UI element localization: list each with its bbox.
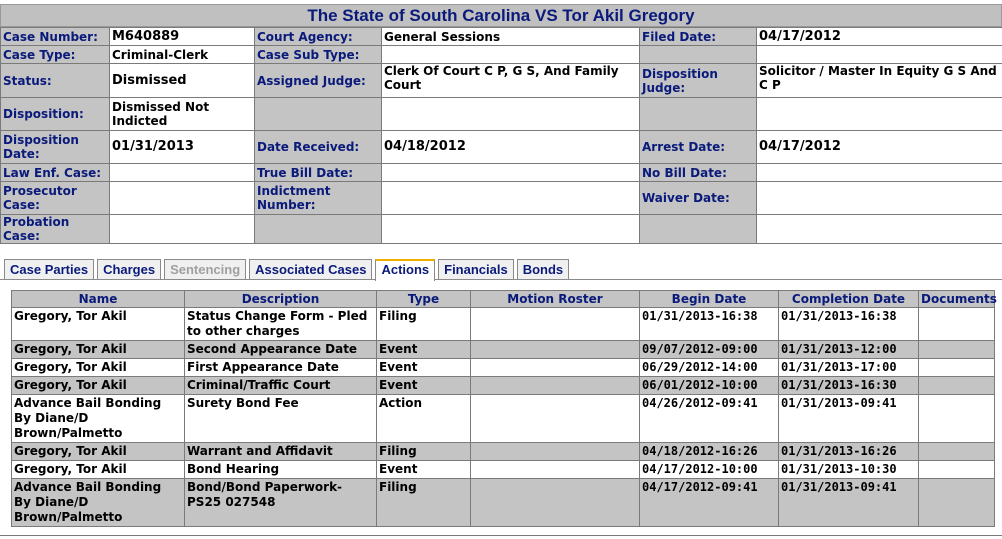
action-description: First Appearance Date [185,359,377,377]
action-documents [919,308,995,341]
column-header-motion-roster: Motion Roster [471,291,640,308]
case-number-value: M640889 [110,28,255,46]
column-header-begin-date: Begin Date [640,291,779,308]
case-sub-type-label: Case Sub Type: [255,46,382,64]
probation-case-value [110,215,255,244]
case-type-value: Criminal-Clerk [110,46,255,64]
waiver-date-label: Waiver Date: [640,182,757,215]
column-header-completion-date: Completion Date [779,291,919,308]
action-name: Gregory, Tor Akil [12,443,185,461]
action-begin-date: 04/26/2012-09:41 [640,395,779,443]
disposition-value: Dismissed Not Indicted [110,98,255,131]
action-description: Bond/Bond Paperwork-PS25 027548 [185,479,377,527]
court-agency-value: General Sessions [382,28,640,46]
action-motion-roster [471,479,640,527]
action-begin-date: 04/17/2012-09:41 [640,479,779,527]
action-name: Gregory, Tor Akil [12,341,185,359]
action-begin-date: 04/18/2012-16:26 [640,443,779,461]
action-completion-date: 01/31/2013-09:41 [779,395,919,443]
action-description: Second Appearance Date [185,341,377,359]
no-bill-date-value [757,164,1002,182]
column-header-description: Description [185,291,377,308]
table-row [12,359,995,377]
court-agency-label: Court Agency: [255,28,382,46]
action-begin-date: 06/29/2012-14:00 [640,359,779,377]
action-type: Event [377,377,471,395]
column-header-type: Type [377,291,471,308]
filed-date-value: 04/17/2012 [757,28,1002,46]
action-motion-roster [471,377,640,395]
tab-case-parties[interactable]: Case Parties [4,259,94,279]
status-value: Dismissed [110,64,255,98]
assigned-judge-value: Clerk Of Court C P, G S, And Family Court [382,64,640,98]
action-type: Action [377,395,471,443]
true-bill-date-label: True Bill Date: [255,164,382,182]
action-documents [919,341,995,359]
indictment-number-label: Indictment Number: [255,182,382,215]
page-title: The State of South Carolina VS Tor Akil Gregory [0,4,1002,27]
action-completion-date: 01/31/2013-12:00 [779,341,919,359]
action-completion-date: 01/31/2013-09:41 [779,479,919,527]
prosecutor-case-label: Prosecutor Case: [1,182,110,215]
action-type: Event [377,359,471,377]
actions-table [11,290,995,527]
tab-sentencing: Sentencing [164,259,246,279]
action-type: Event [377,461,471,479]
action-completion-date: 01/31/2013-17:00 [779,359,919,377]
disposition-judge-value: Solicitor / Master In Equity G S And C P [757,64,1002,98]
status-label: Status: [1,64,110,98]
disposition-judge-label: Disposition Judge: [640,64,757,98]
action-motion-roster [471,461,640,479]
action-motion-roster [471,341,640,359]
action-name: Advance Bail Bonding By Diane/D Brown/Palmetto [12,479,185,527]
indictment-number-value [382,182,640,215]
assigned-judge-label: Assigned Judge: [255,64,382,98]
action-description: Warrant and Affidavit [185,443,377,461]
action-begin-date: 04/17/2012-10:00 [640,461,779,479]
probation-case-label: Probation Case: [1,215,110,244]
table-row [12,308,995,341]
table-row [12,341,995,359]
case-tabs [4,259,569,279]
filed-date-label: Filed Date: [640,28,757,46]
action-name: Gregory, Tor Akil [12,461,185,479]
tab-actions[interactable]: Actions [375,259,435,281]
tab-financials[interactable]: Financials [438,259,514,279]
law-enf-case-label: Law Enf. Case: [1,164,110,182]
action-motion-roster [471,395,640,443]
date-received-label: Date Received: [255,131,382,164]
true-bill-date-value [382,164,640,182]
prosecutor-case-value [110,182,255,215]
date-received-value: 04/18/2012 [382,131,640,164]
action-name: Gregory, Tor Akil [12,308,185,341]
table-row [12,443,995,461]
column-header-name: Name [12,291,185,308]
action-begin-date: 06/01/2012-10:00 [640,377,779,395]
action-motion-roster [471,443,640,461]
action-description: Surety Bond Fee [185,395,377,443]
case-number-label: Case Number: [1,28,110,46]
action-documents [919,377,995,395]
action-motion-roster [471,359,640,377]
arrest-date-label: Arrest Date: [640,131,757,164]
table-row [12,479,995,527]
case-sub-type-value [382,46,640,64]
disposition-date-label: Disposition Date: [1,131,110,164]
action-documents [919,395,995,443]
column-header-documents: Documents [919,291,995,308]
action-description: Bond Hearing [185,461,377,479]
table-row [12,377,995,395]
disposition-date-value: 01/31/2013 [110,131,255,164]
action-type: Filing [377,308,471,341]
waiver-date-value [757,182,1002,215]
tab-associated-cases[interactable]: Associated Cases [249,259,372,279]
action-completion-date: 01/31/2013-16:38 [779,308,919,341]
action-name: Advance Bail Bonding By Diane/D Brown/Palmetto [12,395,185,443]
action-type: Event [377,341,471,359]
action-name: Gregory, Tor Akil [12,377,185,395]
action-documents [919,461,995,479]
action-documents [919,443,995,461]
action-type: Filing [377,443,471,461]
tab-charges[interactable]: Charges [97,259,161,279]
table-row [12,395,995,443]
case-type-label: Case Type: [1,46,110,64]
law-enf-case-value [110,164,255,182]
arrest-date-value: 04/17/2012 [757,131,1002,164]
action-begin-date: 09/07/2012-09:00 [640,341,779,359]
table-row [12,461,995,479]
action-type: Filing [377,479,471,527]
action-documents [919,479,995,527]
action-begin-date: 01/31/2013-16:38 [640,308,779,341]
action-name: Gregory, Tor Akil [12,359,185,377]
action-documents [919,359,995,377]
no-bill-date-label: No Bill Date: [640,164,757,182]
case-detail-table [0,27,1002,244]
disposition-label: Disposition: [1,98,110,131]
action-motion-roster [471,308,640,341]
action-description: Criminal/Traffic Court [185,377,377,395]
tab-bonds[interactable]: Bonds [517,259,569,279]
action-completion-date: 01/31/2013-10:30 [779,461,919,479]
action-completion-date: 01/31/2013-16:30 [779,377,919,395]
action-description: Status Change Form - Pled to other charges [185,308,377,341]
action-completion-date: 01/31/2013-16:26 [779,443,919,461]
